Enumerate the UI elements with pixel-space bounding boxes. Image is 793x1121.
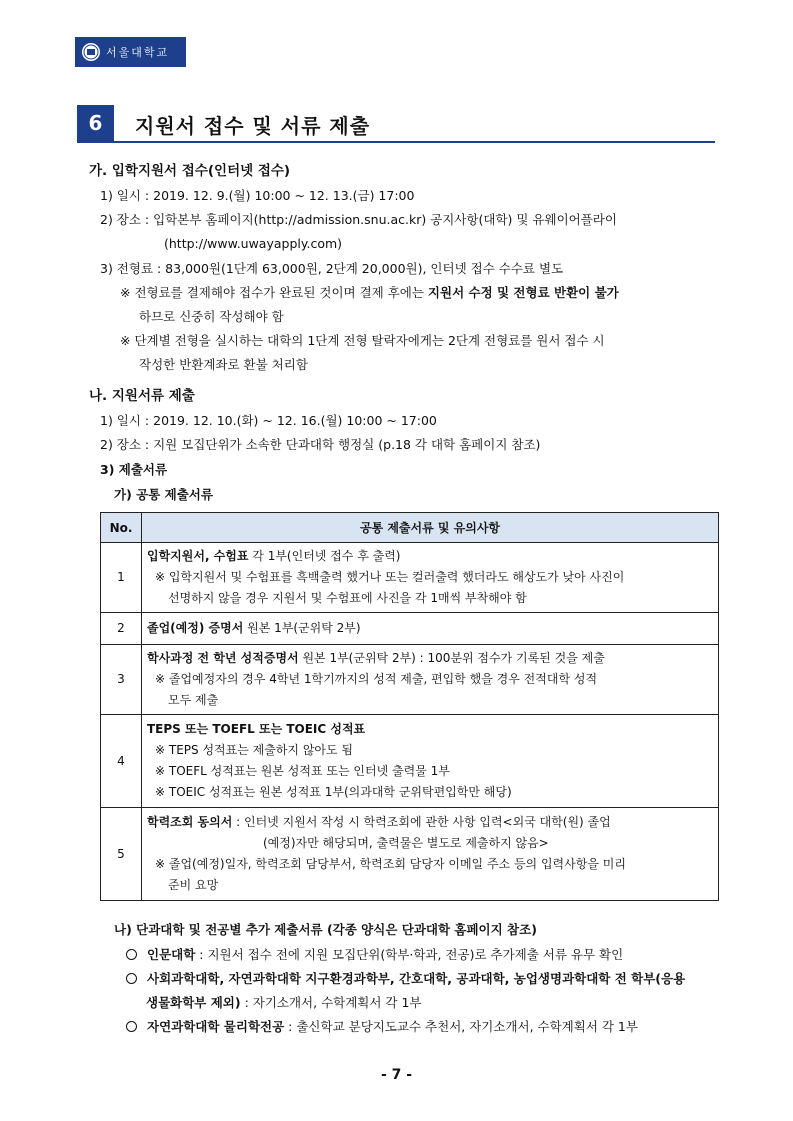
additional-documents-heading: 나) 단과대학 및 전공별 추가 제출서류 (각종 양식은 단과대학 홈페이지 참조) — [114, 922, 537, 937]
table-header-row — [101, 513, 719, 543]
row-content: 학력조회 동의서 : 인터넷 지원서 작성 시 학력조회에 관한 사항 입력<외국 대학(원) 졸업 (예정)자만 해당되며, 출력물은 별도로 제출하지 않음> ※ 졸업(예정)일자, 학력조회 담당부서, 학력조회 담당자 이메일 주소 등의 입력사항을 미리 준비 요망 — [142, 808, 719, 901]
fee-note-1: ※ 전형료를 결제해야 접수가 완료된 것이며 결제 후에는 지원서 수정 및 전형료 반환이 불가 — [120, 285, 619, 300]
list-item: 자연과학대학 물리학전공 : 출신학교 분당지도교수 추천서, 자기소개서, 수학계획서 각 1부 — [126, 1018, 638, 1036]
table-row — [101, 715, 719, 808]
application-place-url: (http://www.uwayapply.com) — [164, 236, 343, 251]
heading-application: 가. 입학지원서 접수(인터넷 접수) — [89, 163, 291, 179]
circle-bullet-icon — [126, 1021, 137, 1032]
list-item-cont: 생물화학부 제외) : 자기소개서, 수학계획서 각 1부 — [146, 995, 422, 1010]
common-documents-table — [100, 512, 719, 901]
documents-date: 1) 일시 : 2019. 12. 10.(화) ~ 12. 16.(월) 10:00 ~ 17:00 — [100, 413, 437, 428]
page-number: - 7 - — [380, 1067, 413, 1083]
row-content: 입학지원서, 수험표 각 1부(인터넷 접수 후 출력) ※ 입학지원서 및 수험표를 흑백출력 했거나 또는 컬러출력 했더라도 해상도가 낮아 사진이 선명하지 않을 경우 지원서 및 수험표에 사진을 각 1매씩 부착해야 함 — [142, 543, 719, 613]
table-row — [101, 645, 719, 715]
circle-bullet-icon — [126, 949, 137, 960]
row-number: 5 — [101, 808, 142, 901]
heading-documents: 나. 지원서류 제출 — [89, 388, 195, 404]
fee-note-2: ※ 단계별 전형을 실시하는 대학의 1단계 전형 탈락자에게는 2단계 전형료를 원서 접수 시 — [120, 333, 605, 348]
section-number: 6 — [77, 105, 114, 141]
university-emblem-icon — [81, 42, 101, 62]
row-number: 2 — [101, 613, 142, 645]
logo-text: 서울대학교 — [106, 46, 170, 59]
row-content: 학사과정 전 학년 성적증명서 원본 1부(군위탁 2부) : 100분위 점수가 기록된 것을 제출 ※ 졸업예정자의 경우 4학년 1학기까지의 성적 제출, 편입학 했을 경우 전적대학 성적 모두 제출 — [142, 645, 719, 715]
col-main: 공통 제출서류 및 유의사항 — [142, 513, 719, 543]
row-content: 졸업(예정) 증명서 원본 1부(군위탁 2부) — [142, 613, 719, 645]
row-number: 3 — [101, 645, 142, 715]
list-item: 사회과학대학, 자연과학대학 지구환경과학부, 간호대학, 공과대학, 농업생명과학대학 전 학부(응용 — [126, 970, 685, 988]
application-fee: 3) 전형료 : 83,000원(1단계 63,000원, 2단계 20,000원), 인터넷 접수 수수료 별도 — [100, 261, 564, 276]
table-row — [101, 613, 719, 645]
row-number: 4 — [101, 715, 142, 808]
table-row — [101, 808, 719, 901]
circle-bullet-icon — [126, 973, 137, 984]
list-item: 인문대학 : 지원서 접수 전에 지원 모집단위(학부·학과, 전공)로 추가제출 서류 유무 확인 — [126, 946, 623, 964]
university-logo — [75, 37, 186, 67]
application-date: 1) 일시 : 2019. 12. 9.(월) 10:00 ~ 12. 13.(금) 17:00 — [100, 188, 415, 203]
fee-note-2-cont: 작성한 반환계좌로 환불 처리함 — [139, 357, 308, 372]
application-place: 2) 장소 : 입학본부 홈페이지(http://admission.snu.ac.kr) 공지사항(대학) 및 유웨이어플라이 — [100, 212, 617, 227]
row-content: TEPS 또는 TOEFL 또는 TOEIC 성적표 ※ TEPS 성적표는 제출하지 않아도 됨 ※ TOEFL 성적표는 원본 성적표 또는 인터넷 출력물 1부 ※ TOEIC 성적표는 원본 성적표 1부(의과대학 군위탁편입학만 해당) — [142, 715, 719, 808]
fee-note-1-cont: 하므로 신중히 작성해야 함 — [139, 309, 284, 324]
documents-list-heading: 3) 제출서류 — [100, 462, 168, 477]
common-documents-heading: 가) 공통 제출서류 — [114, 487, 213, 502]
section-title: 지원서 접수 및 서류 제출 — [135, 114, 371, 138]
documents-place: 2) 장소 : 지원 모집단위가 소속한 단과대학 행정실 (p.18 각 대학 홈페이지 참조) — [100, 437, 541, 452]
section-header — [77, 105, 715, 143]
table-row — [101, 543, 719, 613]
col-no: No. — [101, 513, 142, 543]
row-number: 1 — [101, 543, 142, 613]
